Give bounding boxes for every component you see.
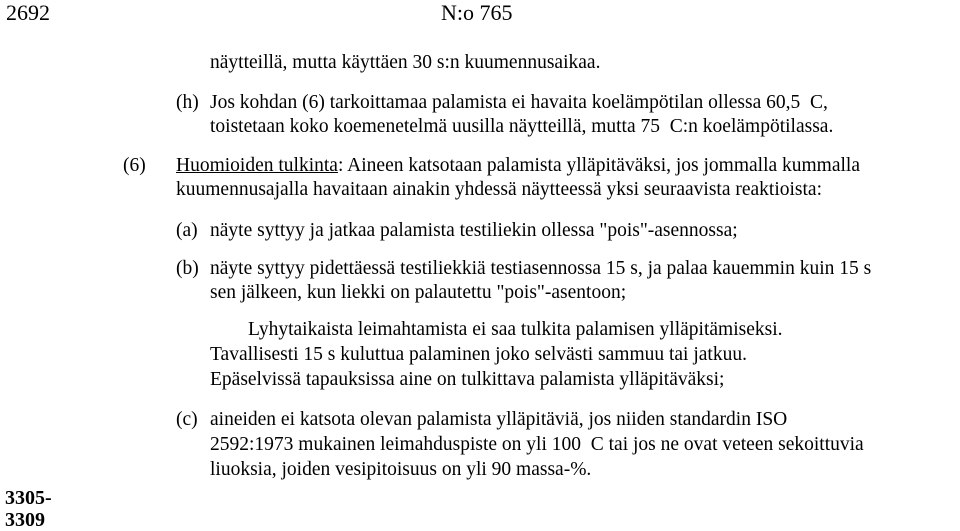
note-line-1: Lyhytaikaista leimahtamista ei saa tulkita palamisen ylläpitämiseksi. [248, 319, 783, 340]
item-h-line-2: toistetaan koko koemenetelmä uusilla näytteillä, mutta 75 C:n koelämpötilassa. [210, 116, 834, 137]
section-6-line-1-rest: : Aineen katsotaan palamista ylläpitäväksi, jos jommalla kummalla [337, 155, 860, 176]
item-c-marker: (c) [176, 409, 198, 430]
item-b-marker: (b) [176, 258, 199, 279]
margin-note-line-2: 3309 [5, 509, 45, 531]
section-6-line-1 [176, 156, 860, 176]
issue-number: N:o 765 [441, 0, 513, 25]
item-a-text: näyte syttyy ja jatkaa palamista testiliekin ollessa "pois"-asennossa; [210, 220, 738, 241]
item-c-line-3: liuoksia, joiden vesipitoisuus on yli 90 massa-%. [210, 459, 592, 480]
margin-note-line-1: 3305- [5, 487, 52, 509]
section-6-marker: (6) [123, 155, 146, 176]
section-6-line-2: kuumennusajalla havaitaan ainakin yhdessä näytteessä yksi seuraavista reaktioista: [176, 179, 822, 200]
item-h-line-1: Jos kohdan (6) tarkoittamaa palamista ei havaita koelämpötilan ollessa 60,5 C, [210, 92, 828, 113]
page-number: 2692 [6, 0, 50, 25]
note-line-3: Epäselvissä tapauksissa aine on tulkittava palamista ylläpitäväksi; [210, 369, 725, 390]
item-a-marker: (a) [176, 220, 198, 241]
item-b-line-1: näyte syttyy pidettäessä testiliekkiä testiasennossa 15 s, ja palaa kauemmin kuin 15 s [210, 258, 872, 279]
item-c-line-1: aineiden ei katsota olevan palamista ylläpitäviä, jos niiden standardin ISO [210, 409, 788, 430]
item-c-line-2: 2592:1973 mukainen leimahduspiste on yli 100 C tai jos ne ovat veteen sekoittuvia [210, 434, 864, 455]
continuation-line: näytteillä, mutta käyttäen 30 s:n kuumennusaikaa. [210, 52, 601, 73]
item-b-line-2: sen jälkeen, kun liekki on palautettu "pois"-asentoon; [210, 282, 627, 303]
item-h-marker: (h) [176, 92, 199, 113]
section-6-title: Huomioiden tulkinta [176, 155, 338, 176]
note-line-2: Tavallisesti 15 s kuluttua palaminen joko selvästi sammuu tai jatkuu. [210, 344, 747, 365]
